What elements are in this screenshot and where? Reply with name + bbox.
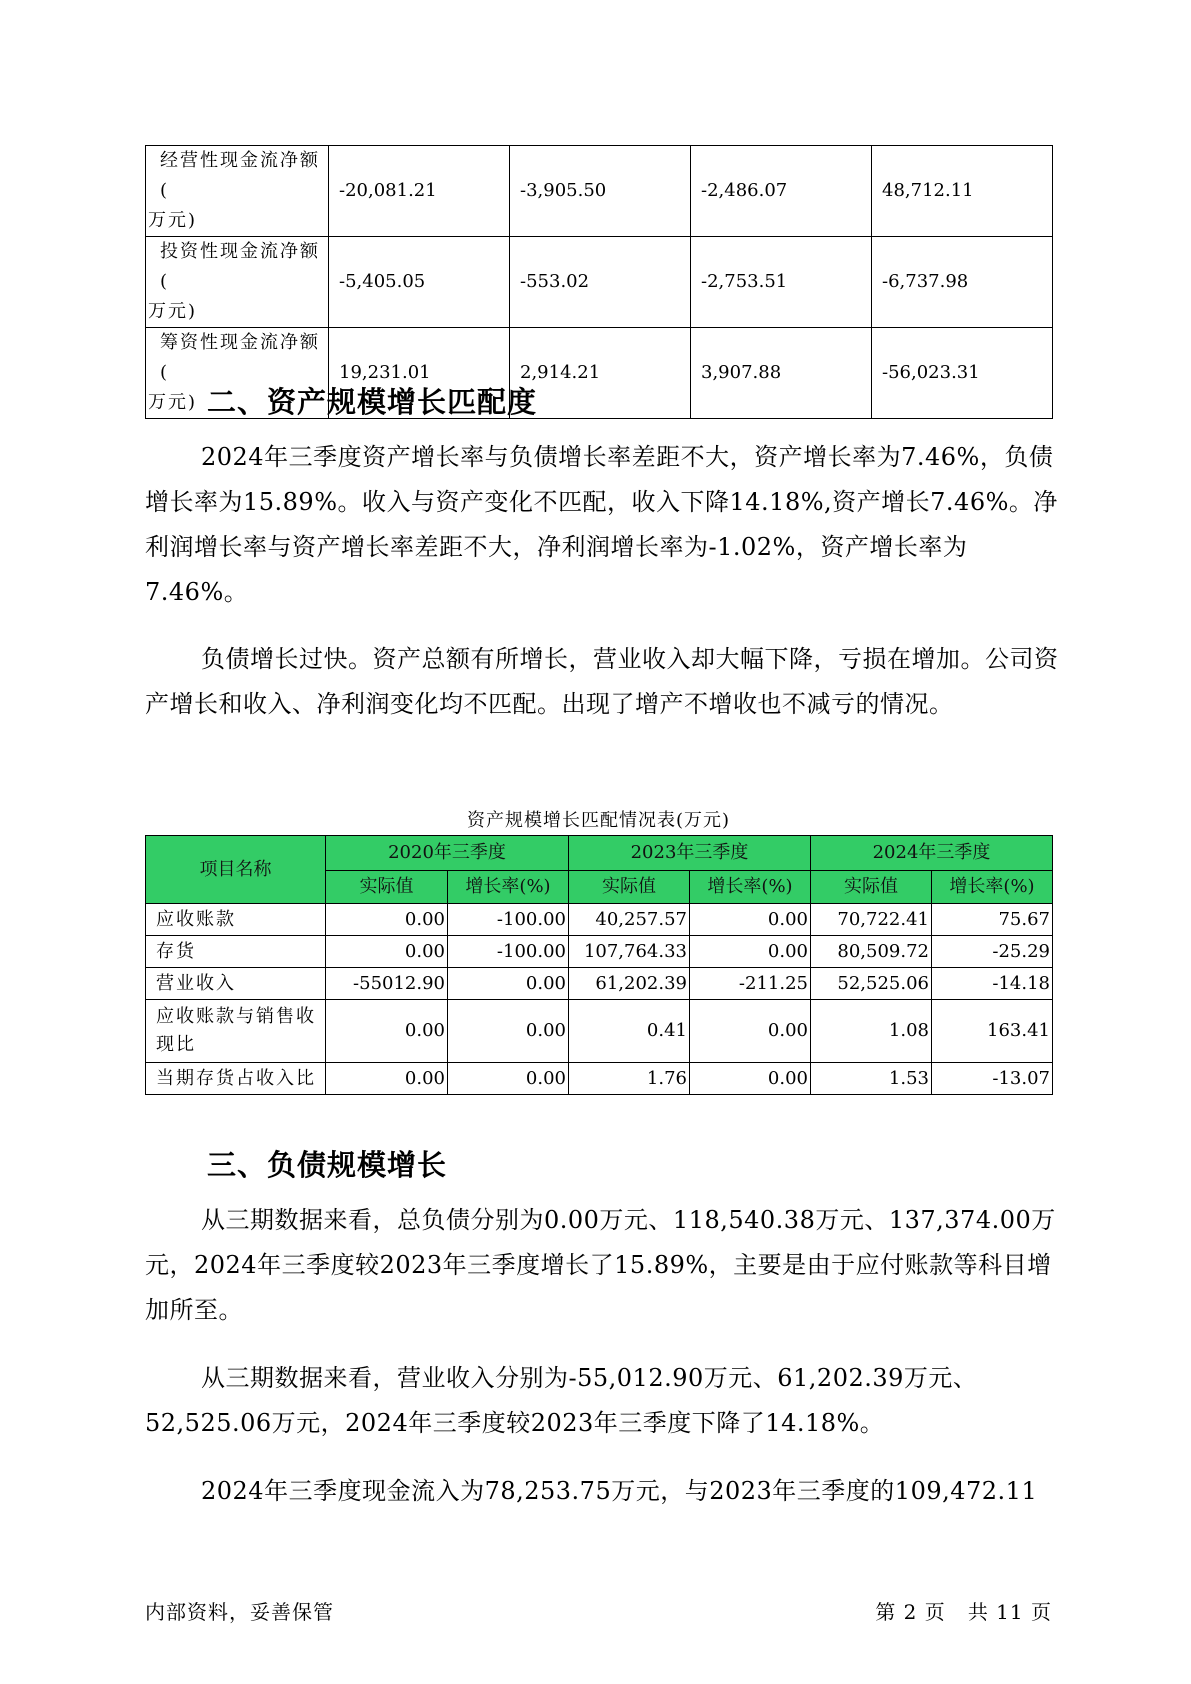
cell: 52,525.06	[811, 968, 932, 1000]
row-label: 营业收入	[146, 968, 326, 1000]
row-label: 存货	[146, 936, 326, 968]
row-label: 投资性现金流净额( 万元)	[146, 237, 329, 328]
cell: 70,722.41	[811, 904, 932, 936]
cell: 40,257.57	[569, 904, 690, 936]
cell: 0.00	[690, 1063, 811, 1095]
paragraph: 从三期数据来看，总负债分别为0.00万元、118,540.38万元、137,374.00万元，2024年三季度较2023年三季度增长了15.89%，主要是由于应付账款等科目增加所至。	[145, 1206, 1056, 1324]
paragraph: 2024年三季度现金流入为78,253.75万元，与2023年三季度的109,472.11	[201, 1477, 1038, 1505]
cell: 1.08	[811, 1000, 932, 1063]
table-row	[146, 237, 1053, 328]
paragraph: 负债增长过快。资产总额有所增长，营业收入却大幅下降，亏损在增加。公司资产增长和收入、净利润变化均不匹配。出现了增产不增收也不减亏的情况。	[145, 645, 1059, 718]
sub-header: 实际值	[326, 871, 448, 904]
table-row	[146, 904, 1053, 936]
cell: 0.41	[569, 1000, 690, 1063]
cell: -100.00	[448, 904, 569, 936]
sub-header: 增长率(%)	[690, 871, 811, 904]
cell: 1.76	[569, 1063, 690, 1095]
cell: 107,764.33	[569, 936, 690, 968]
table-row	[146, 1000, 1053, 1063]
cell: 0.00	[690, 1000, 811, 1063]
cell: -14.18	[932, 968, 1053, 1000]
footer-confidential: 内部资料，妥善保管	[145, 1600, 334, 1624]
cell: 48,712.11	[872, 146, 1053, 237]
sub-header: 实际值	[811, 871, 932, 904]
paragraph: 从三期数据来看，营业收入分别为-55,012.90万元、61,202.39万元、52,525.06万元，2024年三季度较2023年三季度下降了14.18%。	[145, 1364, 978, 1437]
cell: -211.25	[690, 968, 811, 1000]
page-number: 第 2 页 共 11 页	[875, 1600, 1052, 1624]
sub-header: 增长率(%)	[448, 871, 569, 904]
row-label: 当期存货占收入比	[146, 1063, 326, 1095]
row-label: 经营性现金流净额( 万元)	[146, 146, 329, 237]
period-header: 2020年三季度	[326, 836, 569, 871]
cell: 3,907.88	[691, 328, 872, 419]
period-header: 2024年三季度	[811, 836, 1053, 871]
row-label: 应收账款与销售收现比	[146, 1000, 326, 1063]
table-row	[146, 146, 1053, 237]
cell: 0.00	[690, 904, 811, 936]
cell: 0.00	[448, 968, 569, 1000]
cell: -56,023.31	[872, 328, 1053, 419]
cell: 0.00	[326, 1063, 448, 1095]
sub-header: 实际值	[569, 871, 690, 904]
cell: 163.41	[932, 1000, 1053, 1063]
row-label: 筹资性现金流净额( 万元)	[146, 328, 329, 419]
cell: -5,405.05	[329, 237, 510, 328]
cell: 0.00	[690, 936, 811, 968]
asset-growth-table	[145, 835, 1053, 1095]
cell: -6,737.98	[872, 237, 1053, 328]
cell: 2,914.21	[510, 328, 691, 419]
table-caption: 资产规模增长匹配情况表(万元)	[466, 810, 731, 831]
cell: -2,753.51	[691, 237, 872, 328]
period-header: 2023年三季度	[569, 836, 811, 871]
sub-header: 增长率(%)	[932, 871, 1053, 904]
cell: 0.00	[326, 936, 448, 968]
cell: 0.00	[326, 904, 448, 936]
cell: 19,231.01	[329, 328, 510, 419]
cell: -25.29	[932, 936, 1053, 968]
item-name-header: 项目名称	[146, 836, 326, 904]
cell: -553.02	[510, 237, 691, 328]
cell: 0.00	[448, 1063, 569, 1095]
table-row	[146, 1063, 1053, 1095]
cell: 75.67	[932, 904, 1053, 936]
cell: -13.07	[932, 1063, 1053, 1095]
table-row	[146, 968, 1053, 1000]
cell: -55012.90	[326, 968, 448, 1000]
cell: 61,202.39	[569, 968, 690, 1000]
cell: -2,486.07	[691, 146, 872, 237]
section-heading: 二、资产规模增长匹配度	[207, 385, 538, 419]
cell: -100.00	[448, 936, 569, 968]
cell: -20,081.21	[329, 146, 510, 237]
section-heading: 三、负债规模增长	[207, 1148, 448, 1182]
row-label: 应收账款	[146, 904, 326, 936]
table-row	[146, 936, 1053, 968]
cell: 0.00	[326, 1000, 448, 1063]
table-header-row	[146, 836, 1053, 871]
paragraph: 2024年三季度资产增长率与负债增长率差距不大，资产增长率为7.46%，负债增长率为15.89%。收入与资产变化不匹配，收入下降14.18%,资产增长7.46%。净利润增长率与资产增长率差距不大，净利润增长率为-1.02%，资产增长率为7.46%。	[145, 443, 1058, 606]
cell: -3,905.50	[510, 146, 691, 237]
cell: 1.53	[811, 1063, 932, 1095]
cell: 0.00	[448, 1000, 569, 1063]
cashflow-table	[145, 145, 1053, 419]
cell: 80,509.72	[811, 936, 932, 968]
